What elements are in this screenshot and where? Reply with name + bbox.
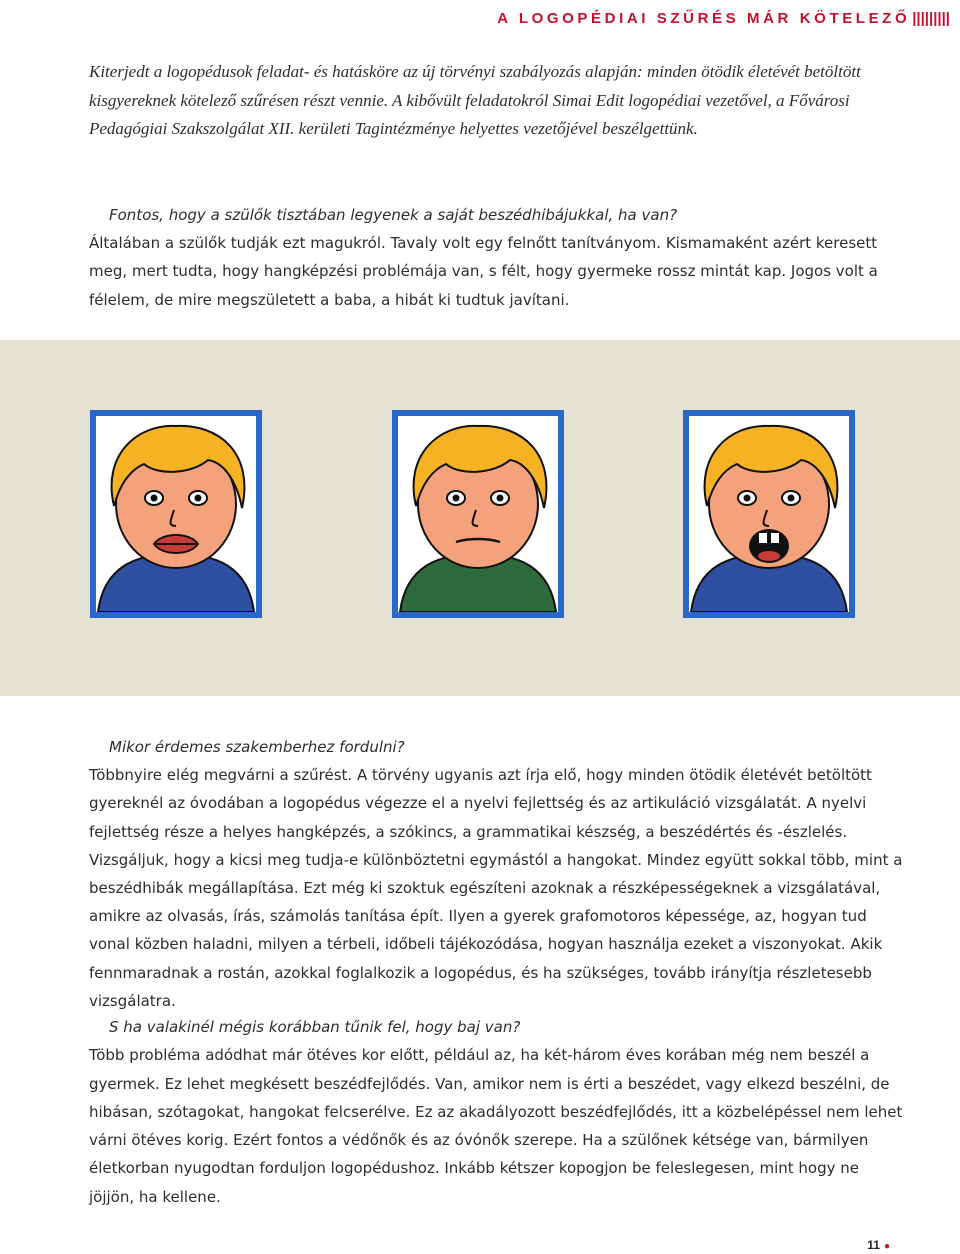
page-number <box>867 1238 890 1252</box>
face-illustration-flat <box>392 410 564 618</box>
answer-3: Több probléma adódhat már ötéves kor előtt, például az, ha két-három éves korában még nem beszél a gyermek. Ez lehet megkésett beszédfejlődés. Van, amikor nem is érti a beszédet, vagy elkezd beszélni, de hibásan, szótagokat, hangokat felcserélve. Ez az akadályozott beszédfejlődés, itt a közbelépéssel nem lehet várni ötéves korig. Ezért fontos a védőnők és az óvónők szerepe. Ha a szülőnek kétsége van, bármilyen életkorban nyugodtan forduljon logopédushoz. Inkább kétszer kopogjon be feleslegesen, mint hogy ne jöjjön, ha kellene. <box>89 1046 903 1206</box>
question-2: Mikor érdemes szakemberhez fordulni? <box>109 738 405 756</box>
face-illustration-open <box>683 410 855 618</box>
face-pursed-icon <box>96 416 256 612</box>
face-flat-icon <box>398 416 558 612</box>
header-title: A LOGOPÉDIAI SZŰRÉS MÁR KÖTELEZŐ <box>497 9 911 27</box>
question-3: S ha valakinél mégis korábban tűnik fel, hogy baj van? <box>109 1018 521 1036</box>
section-3 <box>89 1013 907 1211</box>
lead-paragraph: Kiterjedt a logopédusok feladat- és hatásköre az új törvényi szabályozás alapján: minden ötödik életévét betöltött kisgyereknek kötelező szűrésen részt vennie. A kibővült feladatokról Simai Edit logopédiai vezetővel, a Fővárosi Pedagógiai Szakszolgálat XII. kerületi Tagintézménye helyettes vezetőjével beszélgettünk. <box>89 62 861 138</box>
running-header <box>497 6 950 30</box>
face-illustration-pursed <box>90 410 262 618</box>
bullet-icon: ● <box>883 1241 890 1252</box>
header-bars: ||||||||| <box>912 9 950 27</box>
page-number-value: 11 <box>867 1238 880 1252</box>
section-2 <box>89 733 907 1015</box>
answer-2: Többnyire elég megvárni a szűrést. A törvény ugyanis azt írja elő, hogy minden ötödik életévét betöltött gyereknél az óvodában a logopédus végezze el a nyelvi fejlettség és az artikuláció vizsgálatát. A nyelvi fejlettség része a helyes hangképzés, a szókincs, a grammatikai készség, a beszédértés és -észlelés. Vizsgáljuk, hogy a kicsi meg tudja-e különböztetni egymástól a hangokat. Mindez együtt sokkal több, mint a beszédhibák megállapítása. Ezt még ki szoktuk egészíteni azoknak a részképességeknek a vizsgálatával, amikre az olvasás, írás, számolás tanítása épít. Ilyen a gyerek grafomotoros képessége, az, hogyan tud vonal közben haladni, milyen a térbeli, időbeli tájékozódása, hogyan használja ezeket a viszonyokat. Akik fennmaradnak a rostán, azokkal foglalkozik a logopédus, és ha szükséges, tovább irányítja részletesebb vizsgálatra. <box>89 766 903 1010</box>
section-1 <box>89 201 907 314</box>
face-open-icon <box>689 416 849 612</box>
question-1: Fontos, hogy a szülők tisztában legyenek a saját beszédhibájukkal, ha van? <box>109 206 678 224</box>
answer-1: Általában a szülők tudják ezt magukról. Tavaly volt egy felnőtt tanítványom. Kismamaként azért keresett meg, mert tudta, hogy hangképzési problémája van, s félt, hogy gyermeke rossz mintát kap. Jogos volt a félelem, de mire megszületett a baba, a hibát ki tudtuk javítani. <box>89 234 878 309</box>
